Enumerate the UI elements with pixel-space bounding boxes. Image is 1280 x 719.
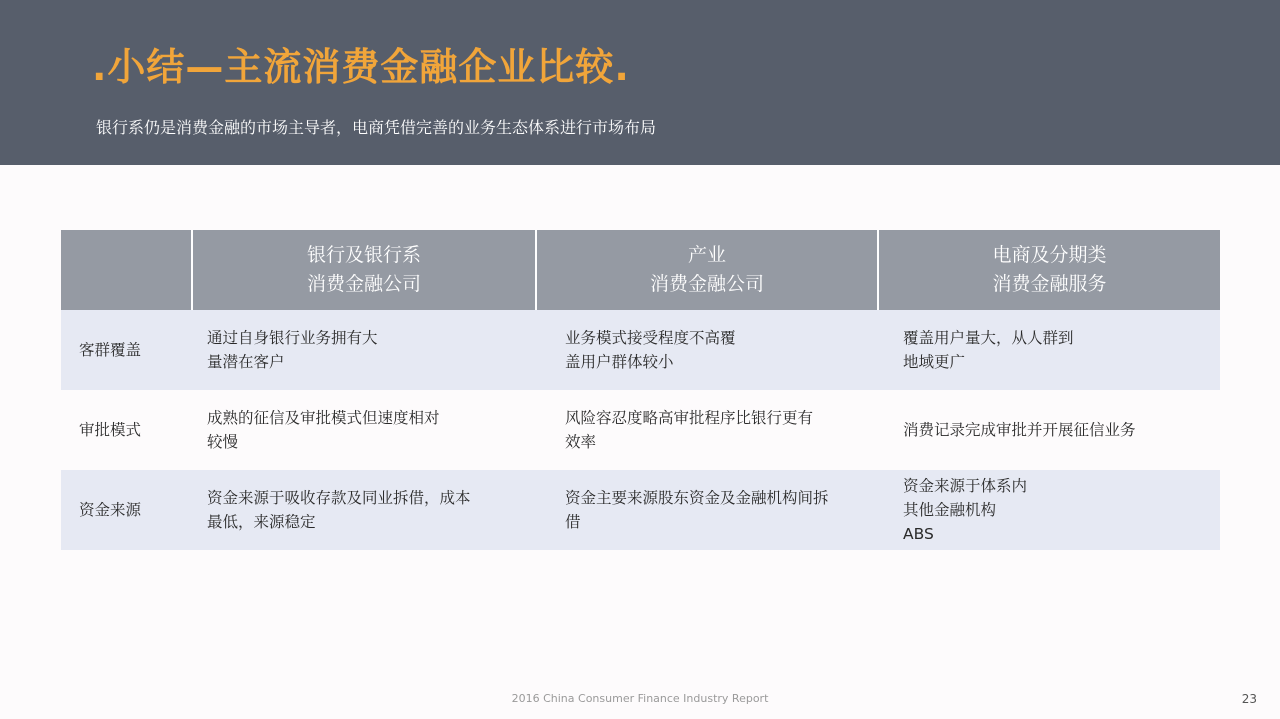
comparison-table [61,230,1220,550]
table-cell: 资金主要来源股东资金及金融机构间拆 借 [565,489,829,531]
report-footer: 2016 China Consumer Finance Industry Report [511,692,769,705]
table-cell: 风险容忍度略高审批程序比银行更有 效率 [565,409,814,451]
table-cell: 通过自身银行业务拥有大 量潜在客户 [207,329,378,371]
table-header-bank: 银行及银行系 消费金融公司 [191,230,535,310]
page-title: .小结—主流消费金融企业比较. [92,45,630,89]
table-header-ecommerce: 电商及分期类 消费金融服务 [877,230,1220,310]
table-row [61,310,1220,390]
table-header-row [61,230,1220,310]
table-cell: 消费记录完成审批并开展征信业务 [903,421,1136,439]
table-header-industry: 产业 消费金融公司 [535,230,877,310]
table-row [61,470,1220,550]
row-label: 资金来源 [79,501,142,519]
page-number: 23 [1241,692,1257,706]
table-cell: 覆盖用户量大，从人群到 地域更广 [903,329,1074,371]
table-header-corner [61,230,191,310]
table-cell: 成熟的征信及审批模式但速度相对 较慢 [207,409,440,451]
row-label: 审批模式 [79,421,142,439]
header-banner [0,0,1280,165]
table-cell: 业务模式接受程度不高覆 盖用户群体较小 [565,329,736,371]
table-cell: 资金来源于吸收存款及同业拆借，成本 最低，来源稳定 [207,489,471,531]
row-label: 客群覆盖 [79,341,142,359]
page-subtitle: 银行系仍是消费金融的市场主导者，电商凭借完善的业务生态体系进行市场布局 [96,118,657,137]
table-row [61,390,1220,470]
table-cell: 资金来源于体系内 其他金融机构 ABS [903,477,1028,543]
